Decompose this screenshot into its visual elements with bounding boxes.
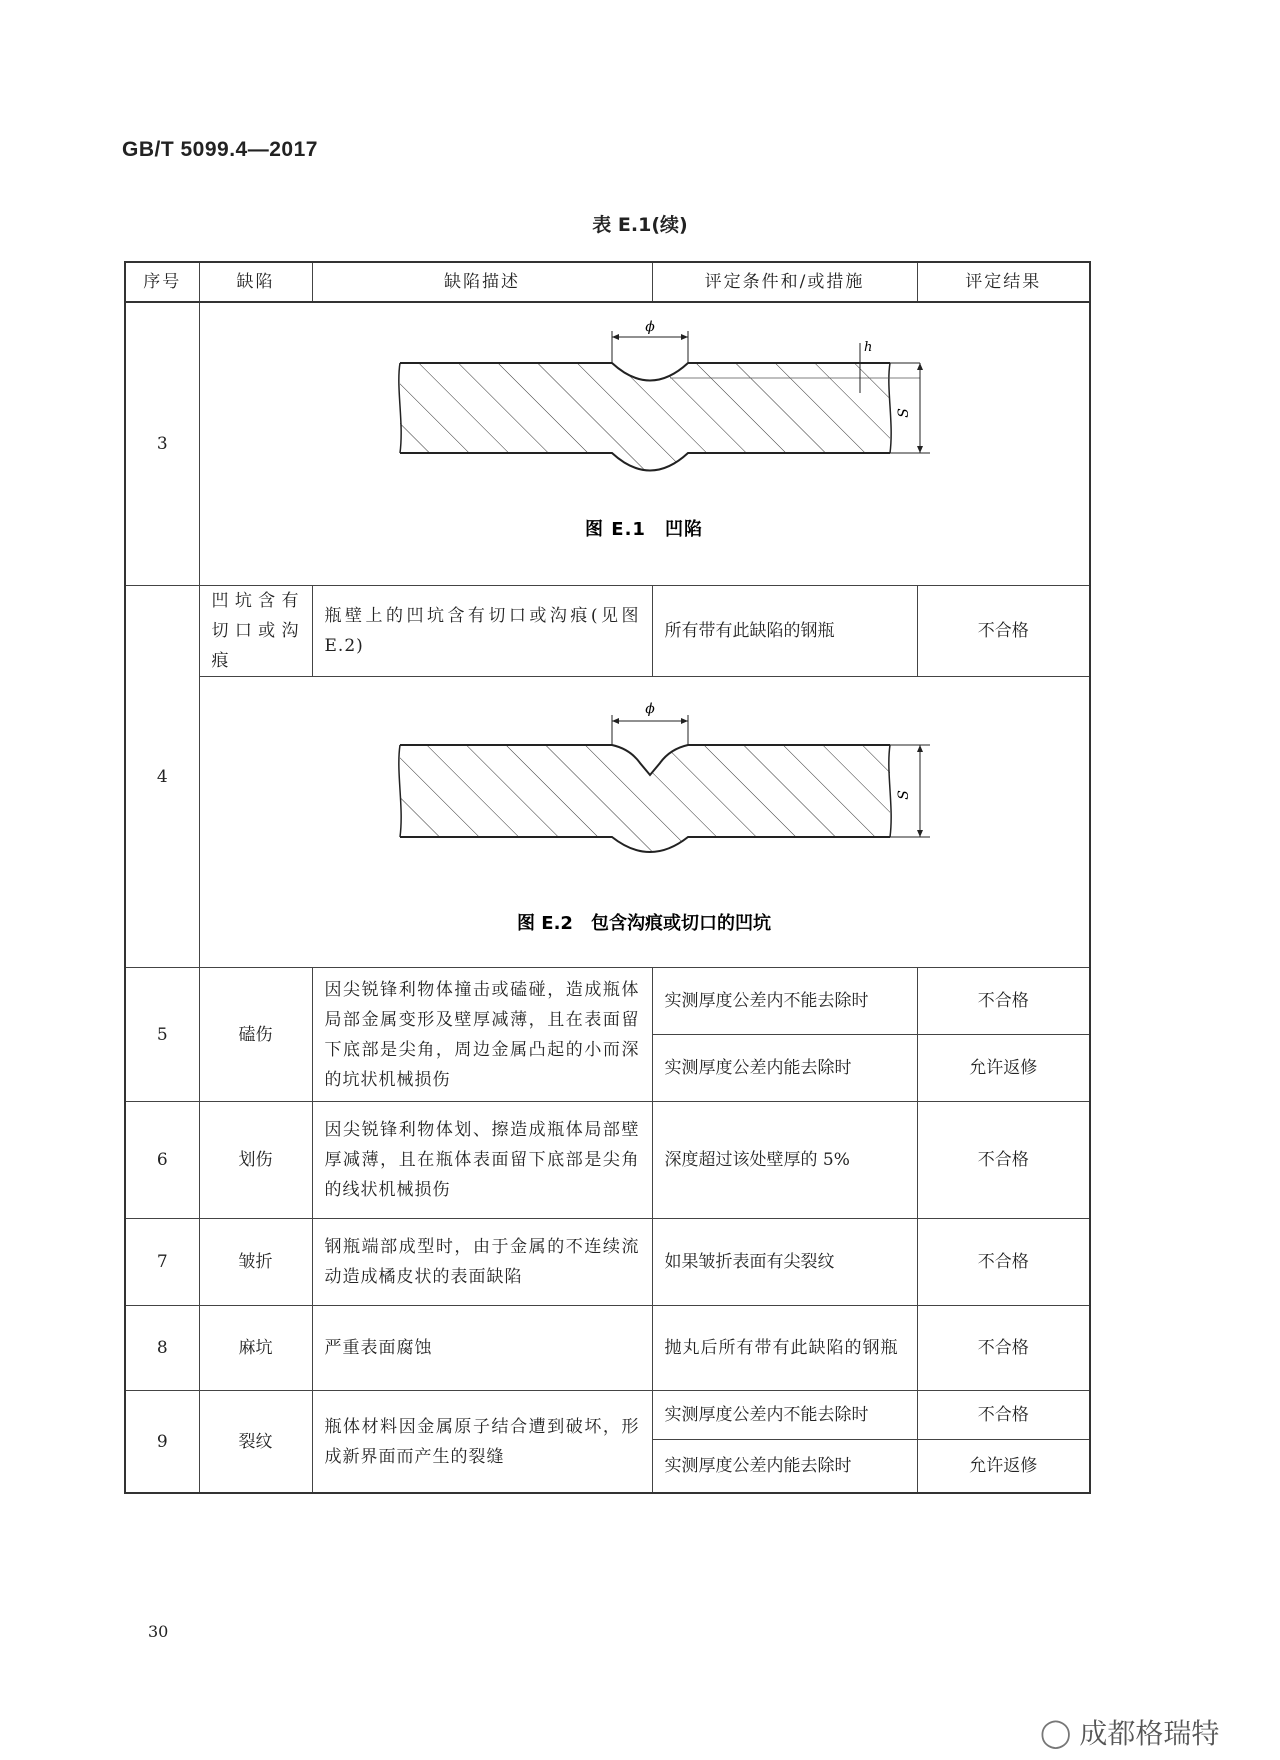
assessment-condition: 实测厚度公差内能去除时 (652, 1035, 917, 1102)
defect-name: 凹坑含有切口或沟痕 (199, 586, 312, 677)
assessment-condition: 所有带有此缺陷的钢瓶 (652, 586, 917, 677)
wechat-icon: ◯ (1040, 1715, 1072, 1749)
table-row-6 (125, 1102, 1090, 1219)
assessment-result: 允许返修 (917, 1440, 1090, 1494)
assessment-result: 不合格 (917, 1102, 1090, 1219)
table-header-row (125, 262, 1090, 302)
row-number: 4 (125, 586, 199, 968)
defect-description: 因尖锐锋利物体划、擦造成瓶体局部壁厚减薄，且在瓶体表面留下底部是尖角的线状机械损伤 (312, 1102, 652, 1219)
assessment-condition: 实测厚度公差内不能去除时 (652, 968, 917, 1035)
row-number: 6 (125, 1102, 199, 1219)
figure-e2-caption: 图 E.2 包含沟痕或切口的凹坑 (516, 913, 771, 934)
h-label: h (863, 340, 872, 355)
col-header-description: 缺陷描述 (312, 262, 652, 302)
assessment-condition: 深度超过该处壁厚的 5% (652, 1102, 917, 1219)
phi-label: ϕ (644, 701, 655, 717)
defect-description: 瓶壁上的凹坑含有切口或沟痕(见图 E.2) (312, 586, 652, 677)
defect-name: 划伤 (199, 1102, 312, 1219)
assessment-result: 不合格 (917, 1391, 1090, 1440)
row-number: 7 (125, 1219, 199, 1306)
assessment-condition: 实测厚度公差内能去除时 (652, 1440, 917, 1494)
assessment-result: 不合格 (917, 586, 1090, 677)
standard-code: GB/T 5099.4—2017 (122, 138, 318, 161)
assessment-condition: 如果皱折表面有尖裂纹 (652, 1219, 917, 1306)
row-number: 9 (125, 1391, 199, 1494)
figure-e2-notched-dent-diagram (200, 677, 1089, 967)
defect-name: 裂纹 (199, 1391, 312, 1494)
row-number: 3 (125, 302, 199, 586)
defect-description: 严重表面腐蚀 (312, 1306, 652, 1391)
defect-description: 瓶体材料因金属原子结合遭到破坏，形成新界面而产生的裂缝 (312, 1391, 652, 1494)
defect-description: 因尖锐锋利物体撞击或磕碰，造成瓶体局部金属变形及壁厚减薄，且在表面留下底部是尖角，周边金属凸起的小而深的坑状机械损伤 (312, 968, 652, 1102)
assessment-result: 允许返修 (917, 1035, 1090, 1102)
col-header-defect: 缺陷 (199, 262, 312, 302)
assessment-result: 不合格 (917, 1219, 1090, 1306)
table-row-5 (125, 968, 1090, 1035)
table-title: 表 E.1(续) (592, 214, 688, 236)
table-row-9 (125, 1391, 1090, 1440)
table-row-4-figure (125, 677, 1090, 968)
figure-e1-caption: 图 E.1 凹陷 (584, 519, 703, 540)
defect-name: 麻坑 (199, 1306, 312, 1391)
defect-table (124, 261, 1091, 1494)
table-row-8 (125, 1306, 1090, 1391)
defect-name: 皱折 (199, 1219, 312, 1306)
table-row-4 (125, 586, 1090, 677)
assessment-condition: 抛丸后所有带有此缺陷的钢瓶 (652, 1306, 917, 1391)
watermark (1040, 1712, 1219, 1752)
s-label: S (895, 790, 912, 800)
figure-e1-dent-diagram (200, 303, 1089, 585)
page-number: 30 (148, 1622, 169, 1641)
table-row-3 (125, 302, 1090, 586)
col-header-condition: 评定条件和/或措施 (652, 262, 917, 302)
phi-label: ϕ (644, 319, 655, 335)
s-label: S (895, 408, 912, 418)
row-number: 8 (125, 1306, 199, 1391)
watermark-text: 成都格瑞特 (1079, 1717, 1220, 1750)
defect-name: 磕伤 (199, 968, 312, 1102)
col-header-result: 评定结果 (917, 262, 1090, 302)
table-row-7 (125, 1219, 1090, 1306)
figure-e2-cell (199, 677, 1090, 968)
assessment-condition: 实测厚度公差内不能去除时 (652, 1391, 917, 1440)
figure-e1-cell (199, 302, 1090, 586)
assessment-result: 不合格 (917, 1306, 1090, 1391)
row-number: 5 (125, 968, 199, 1102)
assessment-result: 不合格 (917, 968, 1090, 1035)
defect-description: 钢瓶端部成型时，由于金属的不连续流动造成橘皮状的表面缺陷 (312, 1219, 652, 1306)
col-header-no: 序号 (125, 262, 199, 302)
